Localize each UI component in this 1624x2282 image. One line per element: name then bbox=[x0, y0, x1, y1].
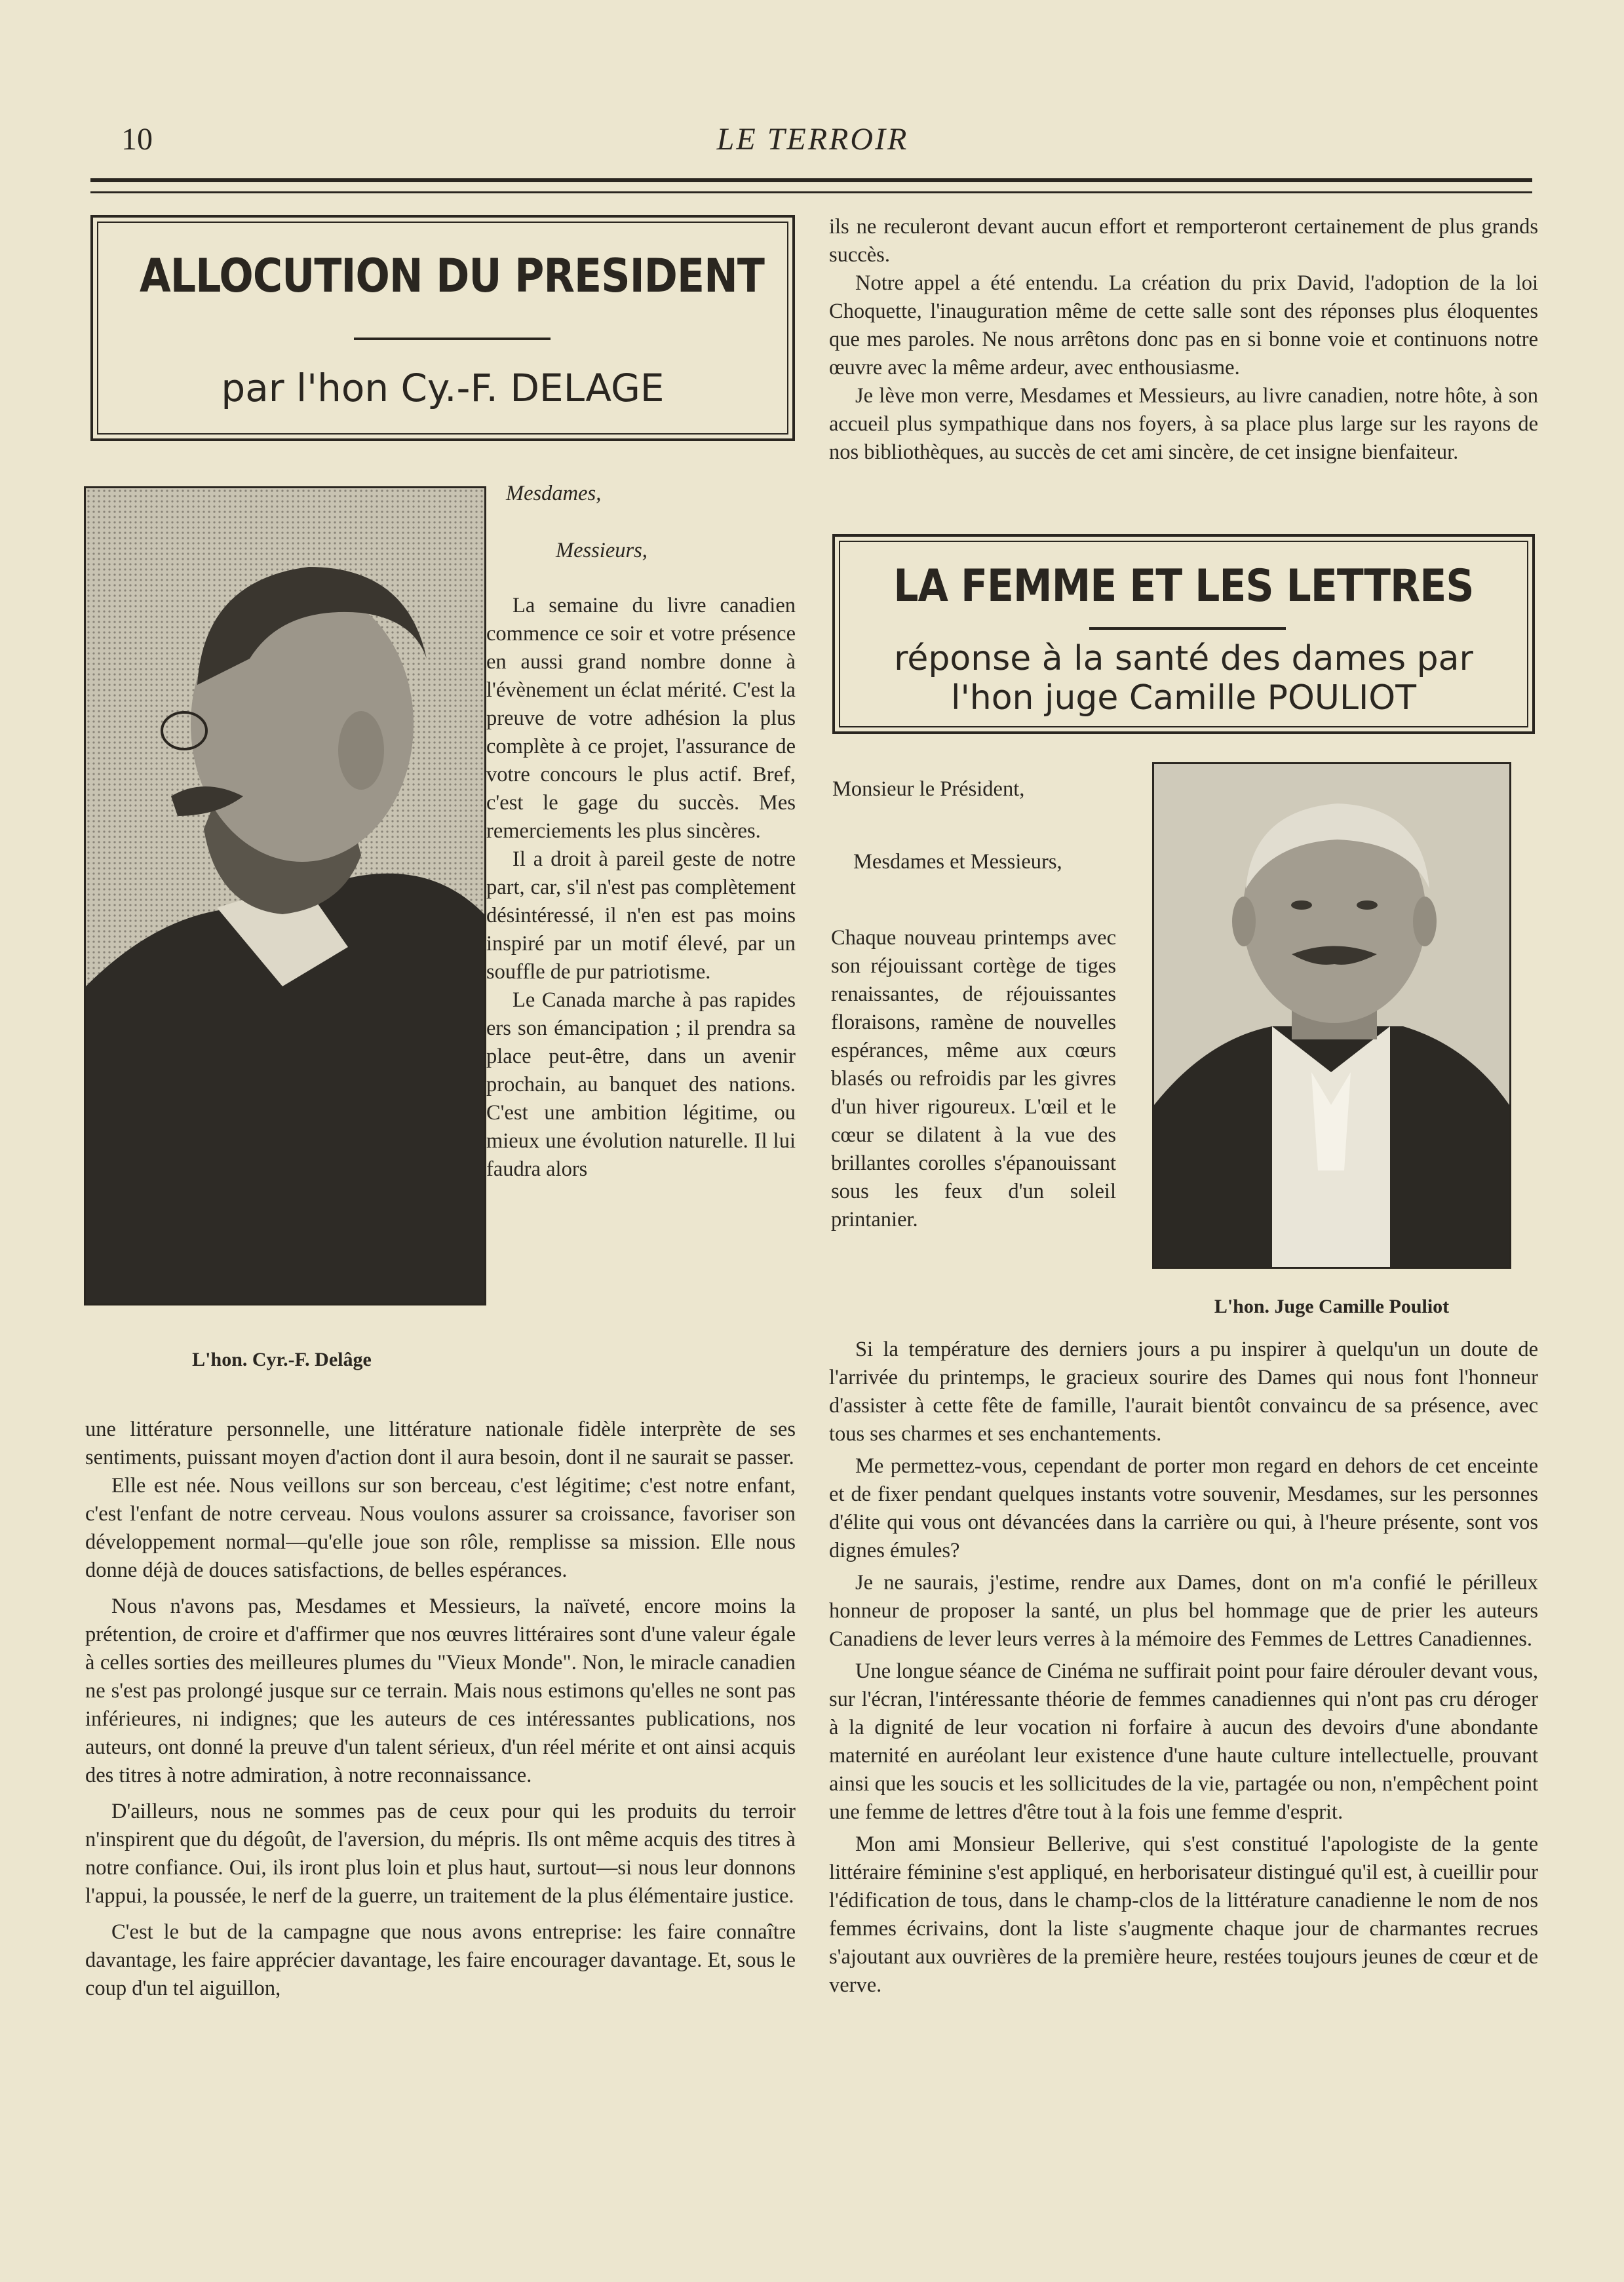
article2-body bbox=[829, 1336, 1538, 2000]
paragraph: Le Canada marche à pas rapides ers son émancipation ; il prendra sa place peut-être, dans un avenir prochain, au banquet des nations. C'est une ambition légitime, ou mieux une évolution naturelle. Il lui faudra alors bbox=[486, 988, 796, 1181]
article1-title: ALLOCUTION DU PRESIDENT bbox=[140, 249, 765, 303]
article2-beside-photo bbox=[831, 924, 1116, 1234]
article2-salutation-president: Monsieur le Président, bbox=[832, 777, 1025, 801]
article1-salutation-mesdames: Mesdames, bbox=[506, 482, 602, 505]
pouliot-portrait bbox=[1152, 762, 1511, 1269]
article2-salutation-mesdames: Mesdames et Messieurs, bbox=[853, 850, 1062, 874]
paragraph: Il a droit à pareil geste de notre part, car, s'il n'est pas complètement désintéressé, il n'en est pas moins inspiré par un motif élevé, par un souffle de pur patriotisme. bbox=[486, 847, 796, 984]
article1-title-box bbox=[90, 215, 795, 441]
paragraph: Je ne saurais, j'estime, rendre aux Dames, dont on m'a confié le périlleux honneur de proposer la santé, un plus bel hommage que de prier les auteurs Canadiens de lever leurs verres à la mémoire des Femmes de Lettres Canadiennes. bbox=[829, 1571, 1538, 1651]
title-divider bbox=[354, 338, 551, 340]
pouliot-portrait-image bbox=[1154, 764, 1509, 1267]
article1-beside-photo bbox=[486, 592, 796, 1184]
paragraph: ils ne reculeront devant aucun effort et remporteront certainement de plus grands succès. bbox=[829, 215, 1538, 267]
delage-caption: L'hon. Cyr.-F. Delâge bbox=[192, 1349, 372, 1370]
paragraph: Chaque nouveau printemps avec son réjouissant cortège de tiges renaissantes, de réjouissantes floraisons, ramène de nouvelles espérances, même aux cœurs blasés ou refroidis par les givres d'un hiver rigoureux. L'œil et le cœur se dilatent à la vue des brillantes corolles s'épanouissant sous les feux d'un soleil printanier. bbox=[831, 926, 1116, 1231]
article2-title-box bbox=[832, 534, 1535, 734]
pouliot-caption: L'hon. Juge Camille Pouliot bbox=[1214, 1296, 1450, 1317]
running-head bbox=[85, 115, 1540, 167]
paragraph: La semaine du livre canadien commence ce soir et votre présence en aussi grand nombre donne à l'évènement un éclat mérité. C'est la preuve de votre adhésion la plus complète à ce projet, l'assurance de votre concours le plus actif. Bref, c'est le gage du succès. Mes remerciements les plus sincères. bbox=[486, 594, 796, 843]
paragraph: Nous n'avons pas, Mesdames et Messieurs, la naïveté, encore moins la prétention, de croire et d'affirmer que nos œuvres littéraires sont d'une valeur égale à celles sorties des meilleures plumes du "Vieux Monde". Non, le miracle canadien ne s'est pas prolongé jusque sur ce terrain. Mais nous estimons qu'elles ne sont pas inférieures, ni indignes; que les auteurs de ces intéressantes publications, nos auteurs, ont donné la preuve d'un talent sérieux, d'un réel mérite et ont ainsi acquis des titres à notre admiration, à notre reconnaissance. bbox=[85, 1595, 796, 1787]
delage-portrait bbox=[84, 486, 486, 1305]
delage-portrait-image bbox=[86, 488, 484, 1304]
title-divider bbox=[1089, 627, 1286, 630]
article1-continuation bbox=[829, 213, 1538, 467]
page-number: 10 bbox=[121, 122, 153, 157]
paragraph: Mon ami Monsieur Bellerive, qui s'est constitué l'apologiste de la gente littéraire féminine s'est appliqué, en herborisateur distingué qu'il est, à cueillir pour l'édification de tous, dans le champ-clos de la littérature canadienne le nom de nos femmes écrivains, dont la liste s'augmente chaque jour de charmantes recrues s'ajoutant aux ouvrières de la première heure, restées toujours jeunes de cœur et de verve. bbox=[829, 1832, 1538, 1997]
paragraph: Notre appel a été entendu. La création du prix David, l'adoption de la loi Choquette, l'inauguration même de cette salle sont des réponses plus éloquentes que mes paroles. Ne nous arrêtons donc pas en si bonne voie et continuons notre œuvre avec la même ardeur, avec enthousiasme. bbox=[829, 271, 1538, 379]
article2-subtitle-line1: réponse à la santé des dames par bbox=[894, 639, 1473, 678]
paragraph: Je lève mon verre, Mesdames et Messieurs, au livre canadien, notre hôte, à son accueil plus sympathique dans nos foyers, à sa place plus large sur les rayons de nos bibliothèques, au succès de cet ami sincère, de cet insigne bienfaiteur. bbox=[829, 384, 1538, 464]
paragraph: Me permettez-vous, cependant de porter mon regard en dehors de cet enceinte et de fixer pendant quelques instants votre souvenir, Mesdames, sur les personnes d'élite qui vous ont dévancées dans la carrière ou qui, à l'heure présente, sont vos dignes émules? bbox=[829, 1454, 1538, 1562]
paragraph: Elle est née. Nous veillons sur son berceau, c'est légitime; c'est notre enfant, c'est l'enfant de notre cerveau. Nous voulons assurer sa croissance, favoriser son développement normal—qu'elle joue son rôle, remplisse sa mission. Elle nous donne déjà de douces satisfactions, de belles espérances. bbox=[85, 1474, 796, 1582]
header-rule bbox=[90, 178, 1532, 193]
article1-salutation-messieurs: Messieurs, bbox=[556, 539, 648, 562]
article1-byline: par l'hon Cy.-F. DELAGE bbox=[221, 366, 665, 410]
paragraph: une littérature personnelle, une littérature nationale fidèle interprète de ses sentiments, puissant moyen d'action dont il aura besoin, dont il ne saurait se passer. bbox=[85, 1418, 796, 1469]
article2-subtitle-line2: l'hon juge Camille POULIOT bbox=[951, 678, 1416, 718]
journal-title: LE TERROIR bbox=[716, 122, 909, 157]
paragraph: D'ailleurs, nous ne sommes pas de ceux pour qui les produits du terroir n'inspirent que du dégoût, de l'aversion, du mépris. Ils ont même acquis des titres à notre confiance. Oui, ils iront plus loin et plus haut, surtout—si nous leur donnons l'appui, la poussée, le nerf de la guerre, un traitement de la plus élémentaire justice. bbox=[85, 1800, 796, 1908]
article2-title: LA FEMME ET LES LETTRES bbox=[893, 560, 1474, 612]
paragraph: C'est le but de la campagne que nous avons entreprise: les faire connaître davantage, les faire apprécier davantage, les faire encourager davantage. Et, sous le coup d'un tel aiguillon, bbox=[85, 1920, 796, 2000]
paragraph: Si la température des derniers jours a pu inspirer à quelqu'un un doute de l'arrivée du printemps, le gracieux sourire des Dames qui nous font l'honneur d'assister à cette fête de famille, l'aurait bientôt convaincu de sa présence, avec tous ses charmes et ses enchantements. bbox=[829, 1338, 1538, 1446]
article1-body bbox=[85, 1416, 796, 2003]
paragraph: Une longue séance de Cinéma ne suffirait point pour faire dérouler devant vous, sur l'écran, l'intéressante théorie de femmes canadiennes qui n'ont pas cru déroger à la dignité de leur vocation ni forfaire à aucun des devoirs d'une abondante maternité en auréolant leur existence d'une haute culture intellectuelle, prouvant ainsi que les soucis et les sollicitudes de la vie, partagée ou non, n'empêchent point une femme de lettres d'être tout à la fois une femme d'esprit. bbox=[829, 1659, 1538, 1824]
